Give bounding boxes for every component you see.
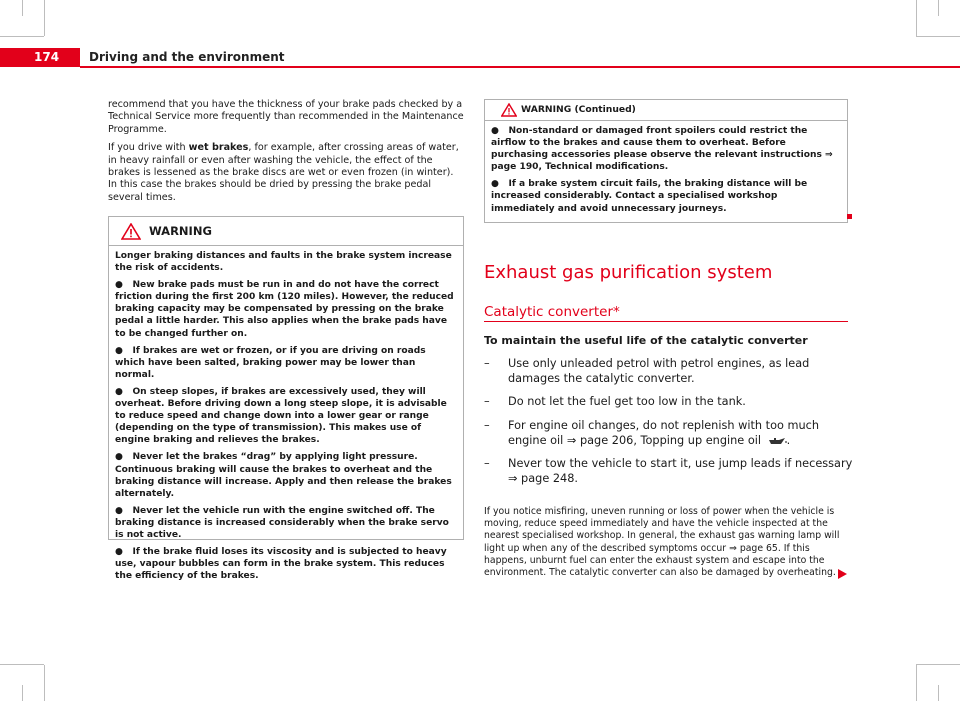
continue-arrow-icon (838, 569, 847, 579)
subsection-rule (484, 321, 848, 322)
wet-brakes-term: wet brakes (188, 142, 249, 154)
oil-can-icon (767, 436, 787, 446)
crop-mark (22, 0, 23, 16)
crop-mark (0, 36, 44, 37)
page-title: Driving and the environment (89, 50, 285, 64)
crop-mark (22, 685, 23, 701)
crop-mark (44, 0, 45, 36)
page-number: 174 (0, 48, 80, 67)
warning-triangle-icon (501, 103, 517, 117)
warning-triangle-icon (121, 223, 141, 240)
warning-bullet: ● If a brake system circuit fails, the braking distance will be increased considerably. Contact a specialised workshop immediately and avoid unnecessary journeys. (491, 179, 808, 214)
section-heading: Exhaust gas purification system (484, 262, 773, 283)
warning-body (109, 246, 463, 588)
warning-bullet: ● On steep slopes, if brakes are excessively used, they will overheat. Before driving down a long steep slope, it is advisable to reduce speed and change down into a lower gear or range (depending on the type of transmission). This makes use of engine braking and relieves the brakes. (115, 386, 447, 446)
warning-box (108, 216, 464, 582)
warning-continued-body (485, 121, 847, 221)
crop-mark (916, 665, 917, 701)
list-item: – Do not let the fuel get too low in the tank. (484, 395, 746, 409)
list-item: – Never tow the vehicle to start it, use jump leads if necessary ⇒ page 248. (484, 457, 853, 486)
warning-bullet: ● New brake pads must be run in and do not have the correct friction during the first 200 km (120 miles). However, the reduced braking capacity may be compensated by pressing on the brake pedal a little harder. This also applies when the brake pads have to be changed further on. (115, 280, 454, 339)
warning-bullet: ● Non-standard or damaged front spoilers could restrict the airflow to the brakes and cause them to overheat. Before purchasing accessories please observe the relevant instructions ⇒ page 190, Technical modifications. (491, 126, 833, 173)
subsection-heading: Catalytic converter* (484, 304, 620, 320)
warning-bullet: ● Never let the brakes “drag” by applying light pressure. Continuous braking will cause the brakes to overheat and the braking distance will increase. Apply and then release the brakes alternately. (115, 452, 452, 499)
crop-mark (938, 0, 939, 16)
procedure-steps (484, 356, 854, 494)
list-item: – For engine oil changes, do not replenish with too much engine oil ⇒ page 206, Topping up engine oil . (484, 418, 820, 447)
warning-continued-box (484, 99, 848, 223)
warning-intro: Longer braking distances and faults in the brake system increase the risk of accidents. (115, 251, 452, 274)
section-end-marker (847, 214, 852, 219)
warning-bullet: ● If the brake fluid loses its viscosity and is subjected to heavy use, vapour bubbles can form in the brake system. This reduces the efficiency of the brakes. (115, 547, 447, 582)
crop-mark (916, 36, 960, 37)
procedure-heading: To maintain the useful life of the catalytic converter (484, 334, 808, 347)
final-paragraph: If you notice misfiring, uneven running or loss of power when the vehicle is moving, reduce speed immediately and have the vehicle inspected at the nearest specialised workshop. In general, the exhaust gas warning lamp will light up when any of the described symptoms occur ⇒ page 65. If this happens, unburnt fuel can enter the exhaust system and escape into the environment. The catalytic converter can also be damaged by overheating. (484, 506, 840, 579)
left-column (108, 99, 464, 204)
warning-continued-header (485, 100, 847, 121)
warning-header (109, 217, 463, 246)
header-rule (80, 66, 960, 68)
warning-continued-title: WARNING (Continued) (521, 104, 636, 115)
crop-mark (938, 685, 939, 701)
crop-mark (0, 664, 44, 665)
warning-title: WARNING (149, 224, 212, 238)
warning-bullet: ● Never let the vehicle run with the engine switched off. The braking distance is increased considerably when the brake servo is not active. (115, 505, 449, 540)
list-item: – Use only unleaded petrol with petrol engines, as lead damages the catalytic converter. (484, 357, 810, 386)
crop-mark (916, 664, 960, 665)
crop-mark (916, 0, 917, 36)
crop-mark (44, 665, 45, 701)
warning-bullet: ● If brakes are wet or frozen, or if you are driving on roads which have been salted, braking power may be lower than normal. (115, 345, 426, 380)
paragraph: recommend that you have the thickness of your brake pads checked by a Technical Service more frequently than recommended in the Maintenance Programme. (108, 99, 464, 135)
paragraph: If you drive with wet brakes, for example, after crossing areas of water, in heavy rainfall or even after washing the vehicle, the effect of the brakes is lessened as the brake discs are wet or even frozen (in winter). In this case the brakes should be dried by pressing the brake pedal several times. (108, 142, 459, 203)
